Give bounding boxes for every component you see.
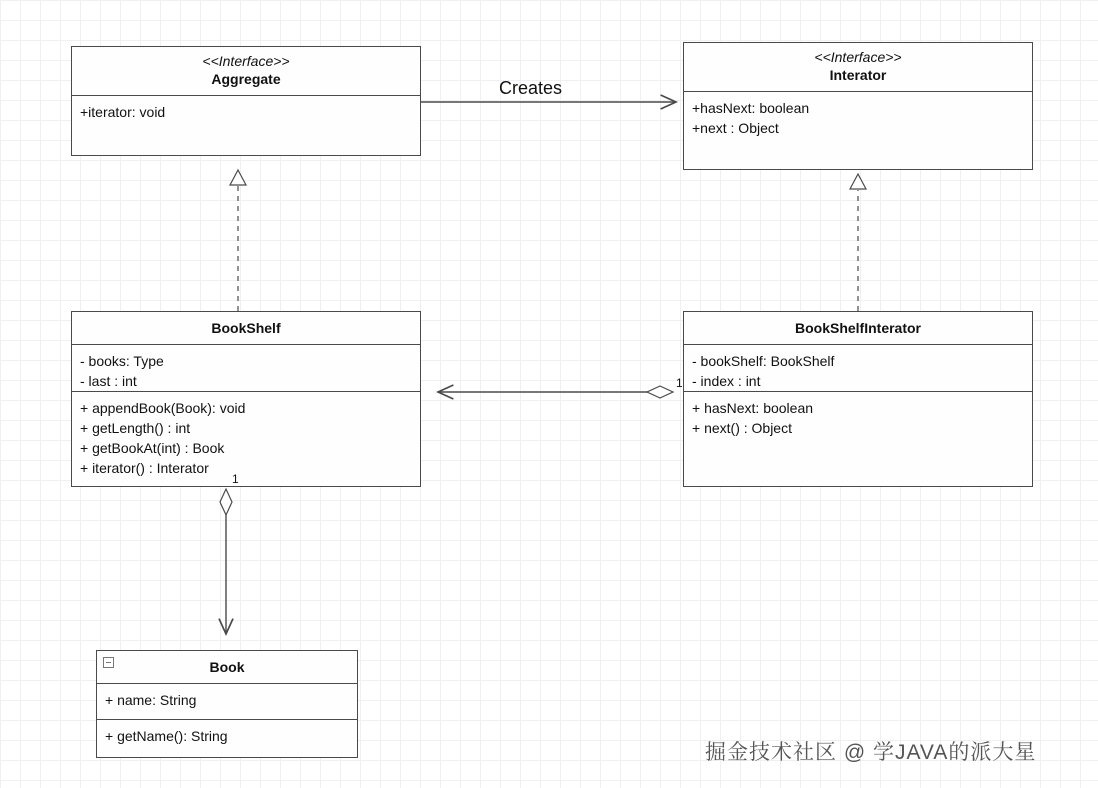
method-item: + getLength() : int bbox=[80, 420, 191, 436]
class-title: Aggregate bbox=[211, 71, 281, 87]
attribute-item: - last : int bbox=[80, 373, 137, 389]
attribute-item: - books: Type bbox=[80, 353, 164, 369]
attribute-item: - index : int bbox=[692, 373, 761, 389]
class-attributes-book bbox=[97, 683, 357, 719]
class-stereotype: <<Interface>> bbox=[202, 53, 290, 69]
class-title: Book bbox=[209, 659, 245, 675]
method-item: + next() : Object bbox=[692, 420, 792, 436]
collapse-icon[interactable] bbox=[103, 657, 114, 668]
edge-realization-aggregate bbox=[230, 170, 246, 311]
class-methods-aggregate bbox=[72, 95, 420, 141]
class-header-bookshelf bbox=[72, 312, 420, 344]
class-box-bookshelfinterator[interactable] bbox=[683, 311, 1033, 487]
class-attributes-bookshelf bbox=[72, 344, 420, 391]
method-item: + appendBook(Book): void bbox=[80, 400, 246, 416]
class-methods-book bbox=[97, 719, 357, 757]
class-box-aggregate[interactable] bbox=[71, 46, 421, 156]
class-stereotype: <<Interface>> bbox=[814, 49, 902, 65]
class-header-aggregate bbox=[72, 47, 420, 95]
edge-association-shelf-iterator bbox=[438, 386, 673, 398]
class-methods-bookshelf bbox=[72, 391, 420, 488]
method-item: + iterator() : Interator bbox=[80, 460, 209, 476]
method-item: +next : Object bbox=[692, 120, 779, 136]
method-item: + getName(): String bbox=[105, 728, 228, 744]
multiplicity-book-side: 1 bbox=[232, 472, 239, 486]
class-attributes-bookshelfinterator bbox=[684, 344, 1032, 391]
multiplicity-iterator-side: 1 bbox=[676, 376, 683, 390]
class-box-bookshelf[interactable] bbox=[71, 311, 421, 487]
method-item: +hasNext: boolean bbox=[692, 100, 810, 116]
edge-label-creates: Creates bbox=[499, 78, 563, 98]
class-header-interator bbox=[684, 43, 1032, 91]
class-title: Interator bbox=[829, 67, 887, 83]
method-item: + getBookAt(int) : Book bbox=[80, 440, 225, 456]
class-methods-interator bbox=[684, 91, 1032, 155]
method-item: + hasNext: boolean bbox=[692, 400, 814, 416]
class-header-bookshelfinterator bbox=[684, 312, 1032, 344]
attribute-item: - bookShelf: BookShelf bbox=[692, 353, 835, 369]
class-title: BookShelfInterator bbox=[794, 320, 921, 336]
edge-association-shelf-book bbox=[220, 489, 232, 634]
edge-realization-interator bbox=[850, 174, 866, 311]
watermark-text: 掘金技术社区 @ 学JAVA的派大星 bbox=[705, 741, 1037, 764]
class-title: BookShelf bbox=[211, 320, 281, 336]
class-box-interator[interactable] bbox=[683, 42, 1033, 170]
class-methods-bookshelfinterator bbox=[684, 391, 1032, 488]
attribute-item: + name: String bbox=[105, 692, 197, 708]
class-box-book[interactable] bbox=[96, 650, 358, 758]
method-item: +iterator: void bbox=[80, 104, 166, 120]
class-header-book bbox=[97, 651, 357, 683]
